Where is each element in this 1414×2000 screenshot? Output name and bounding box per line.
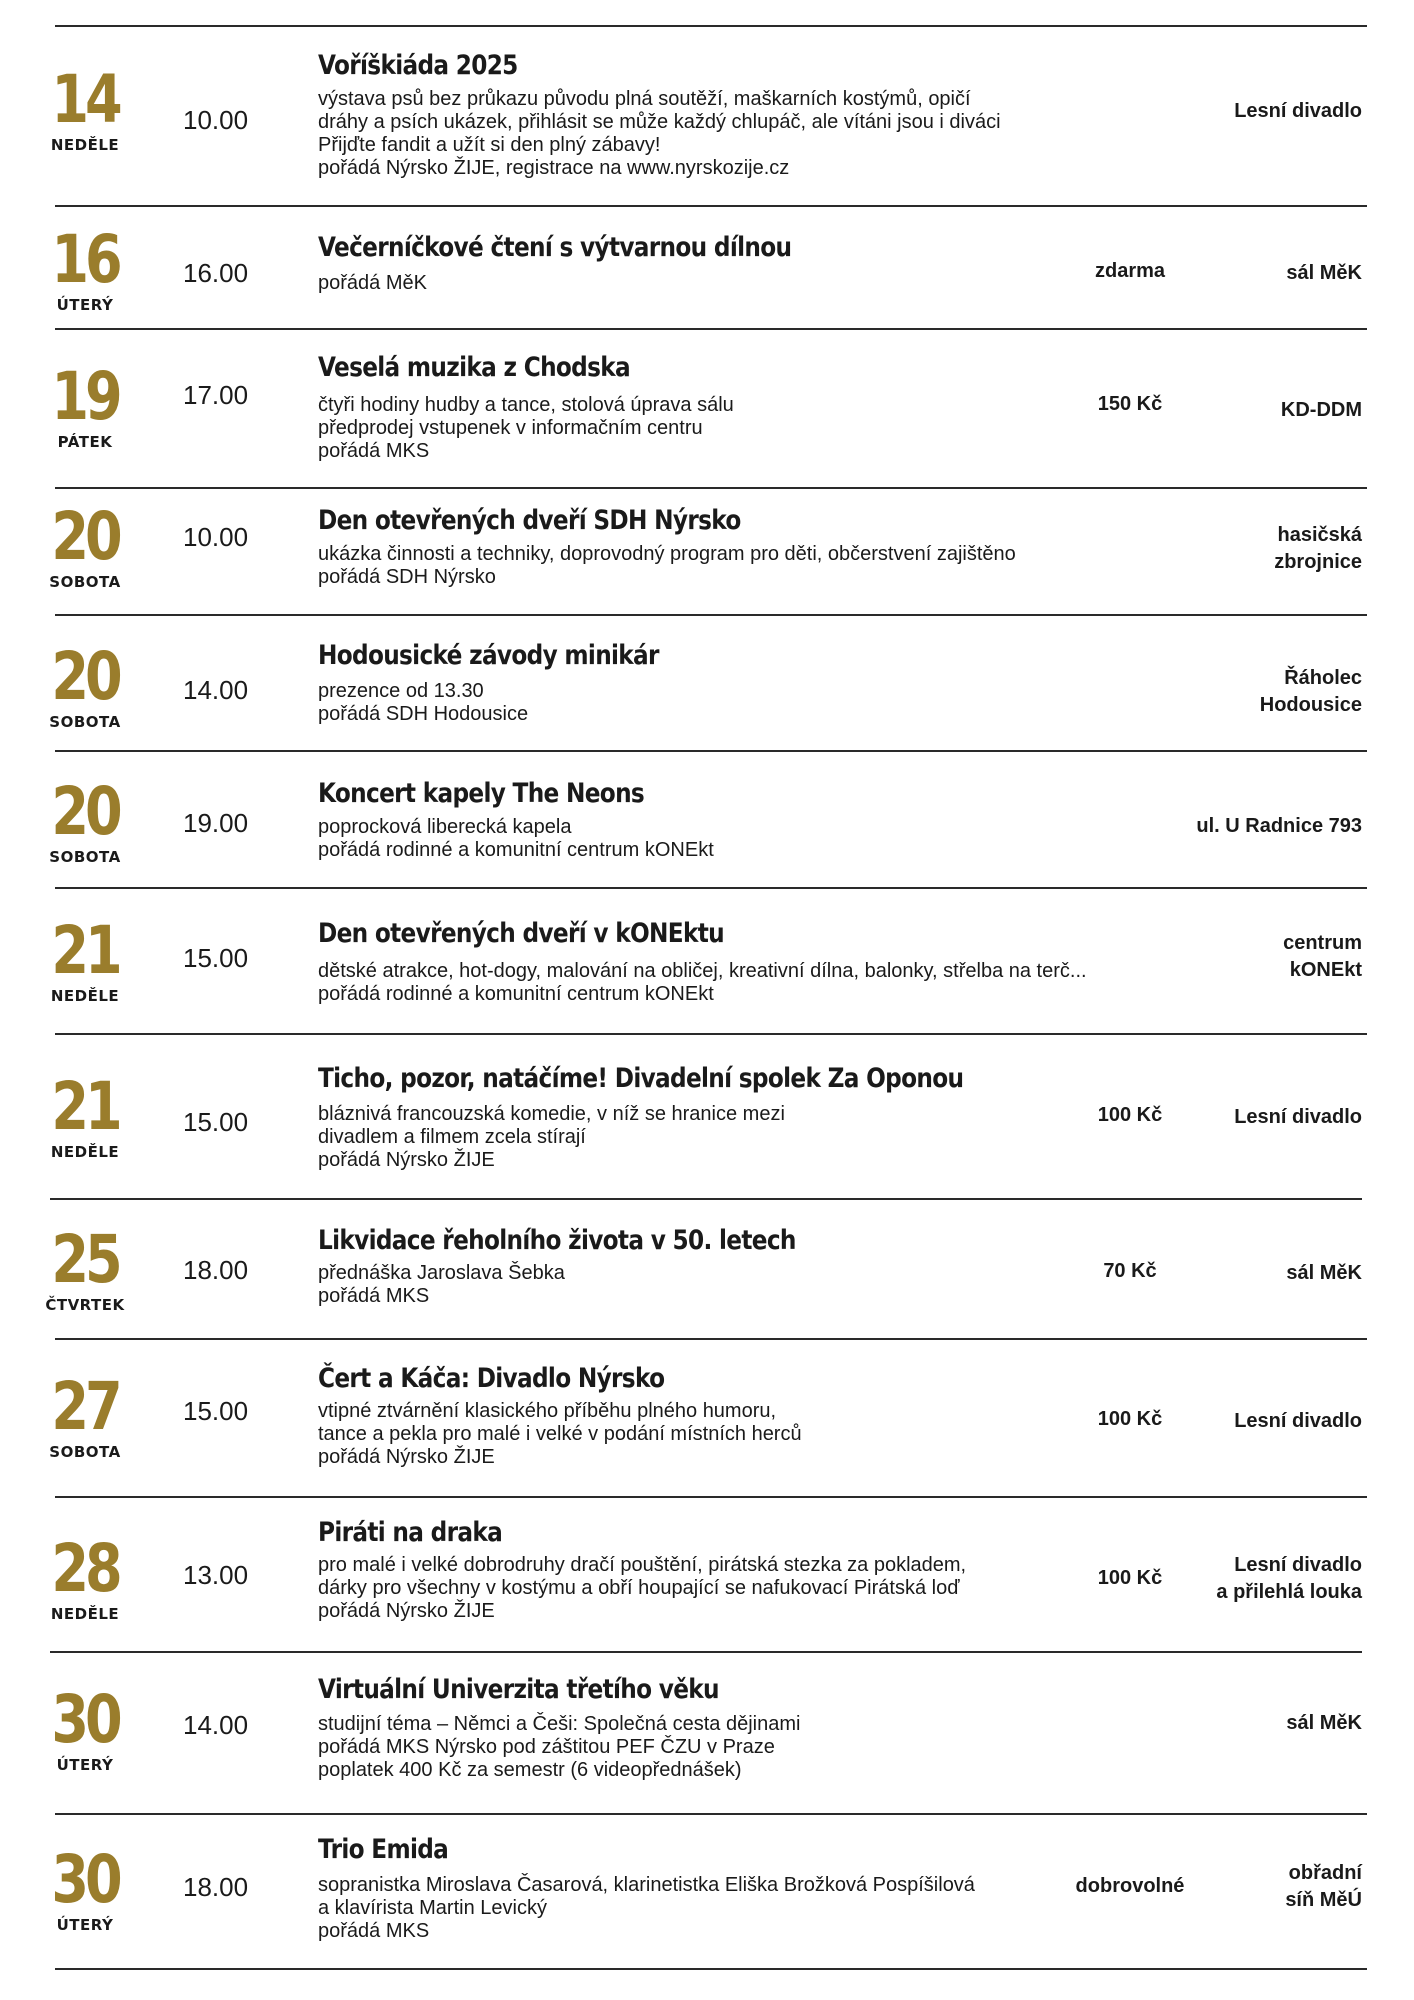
event-title: Ticho, pozor, natáčíme! Divadelní spolek Za Oponou bbox=[318, 1063, 964, 1094]
event-day: 30 bbox=[51, 1841, 119, 1918]
event-weekday: SOBOTA bbox=[49, 1443, 121, 1461]
event-venue-line: hasičská bbox=[1277, 524, 1362, 546]
event-weekday: PÁTEK bbox=[57, 433, 113, 451]
event-description-line: výstava psů bez průkazu původu plná soutěží, maškarních kostýmů, opičí bbox=[318, 88, 971, 110]
event-description-line: prezence od 13.30 bbox=[318, 680, 484, 702]
row-divider bbox=[55, 1968, 1367, 1970]
event-venue bbox=[1286, 1710, 1362, 1737]
event-venue bbox=[1234, 1104, 1362, 1131]
event-time: 15.00 bbox=[183, 1107, 249, 1137]
event-description-line: pořádá MKS bbox=[318, 1285, 430, 1307]
event-day: 14 bbox=[51, 61, 119, 138]
event-description-line: studijní téma – Němci a Češi: Společná cesta dějinami bbox=[318, 1713, 801, 1735]
event-venue-line: sál MěK bbox=[1286, 1262, 1362, 1284]
event-date bbox=[25, 773, 145, 866]
event-weekday: ÚTERÝ bbox=[56, 296, 114, 314]
event-description bbox=[318, 1713, 800, 1782]
event-weekday: SOBOTA bbox=[49, 713, 121, 731]
event-title: Voříškiáda 2025 bbox=[318, 50, 518, 81]
row-divider bbox=[55, 887, 1367, 889]
event-venue bbox=[1196, 813, 1362, 840]
event-time: 14.00 bbox=[183, 675, 249, 705]
event-description bbox=[318, 394, 734, 463]
event-title: Hodousické závody minikár bbox=[318, 640, 659, 671]
event-weekday: NEDĚLE bbox=[50, 136, 120, 154]
event-description-line: pořádá rodinné a komunitní centrum kONEkt bbox=[318, 839, 714, 861]
event-venue-line: centrum bbox=[1283, 932, 1362, 954]
event-title: Koncert kapely The Neons bbox=[318, 778, 645, 809]
event-day: 19 bbox=[51, 358, 119, 435]
event-time: 15.00 bbox=[183, 1396, 249, 1426]
event-description-line: předprodej vstupenek v informačním centru bbox=[318, 417, 703, 439]
event-price: 100 Kč bbox=[1097, 1408, 1163, 1430]
event-title: Den otevřených dveří SDH Nýrsko bbox=[318, 505, 741, 536]
event-venue-line: síň MěÚ bbox=[1285, 1889, 1362, 1911]
event-time: 18.00 bbox=[183, 1255, 249, 1285]
event-venue bbox=[1286, 260, 1362, 287]
event-day: 20 bbox=[51, 773, 119, 850]
event-title: Veselá muzika z Chodska bbox=[318, 352, 630, 383]
event-day: 21 bbox=[51, 1068, 119, 1145]
event-date bbox=[25, 638, 145, 731]
event-description-line: čtyři hodiny hudby a tance, stolová úprava sálu bbox=[318, 394, 734, 416]
event-date bbox=[25, 1681, 145, 1774]
event-time: 10.00 bbox=[183, 522, 249, 552]
event-description-line: tance a pekla pro malé i velké v podání místních herců bbox=[318, 1423, 802, 1445]
event-weekday: NEDĚLE bbox=[50, 987, 120, 1005]
event-venue bbox=[1283, 930, 1362, 984]
event-date bbox=[25, 1068, 145, 1161]
event-description-line: pro malé i velké dobrodruhy dračí pouštění, pirátská stezka za pokladem, bbox=[318, 1554, 967, 1576]
event-date bbox=[25, 61, 145, 154]
row-divider bbox=[55, 1813, 1367, 1815]
event-description-line: pořádá Nýrsko ŽIJE bbox=[318, 1446, 495, 1468]
event-weekday: SOBOTA bbox=[49, 848, 121, 866]
row-divider bbox=[55, 750, 1367, 752]
event-description-line: pořádá SDH Nýrsko bbox=[318, 566, 496, 588]
event-day: 27 bbox=[51, 1368, 119, 1445]
event-time: 19.00 bbox=[183, 808, 249, 838]
event-date bbox=[25, 912, 145, 1005]
event-description bbox=[318, 680, 528, 726]
row-divider bbox=[55, 328, 1367, 330]
event-venue-line: Lesní divadlo bbox=[1234, 1410, 1362, 1432]
event-description bbox=[318, 960, 1087, 1006]
row-divider bbox=[55, 487, 1367, 489]
event-venue bbox=[1281, 397, 1362, 424]
event-description-line: dárky pro všechny v kostýmu a obří houpající se nafukovací Pirátská loď bbox=[318, 1577, 960, 1599]
event-venue-line: Lesní divadlo bbox=[1234, 1554, 1362, 1576]
event-time: 17.00 bbox=[183, 380, 249, 410]
event-description-line: vtipné ztvárnění klasického příběhu plného humoru, bbox=[318, 1400, 777, 1422]
event-venue bbox=[1216, 1552, 1362, 1606]
event-description-line: dráhy a psích ukázek, přihlásit se může každý chlupáč, ale vítáni jsou i diváci bbox=[318, 111, 1001, 133]
event-description-line: sopranistka Miroslava Časarová, klarinetistka Eliška Brožková Pospíšilová bbox=[318, 1874, 975, 1896]
event-description bbox=[318, 1262, 565, 1308]
row-divider bbox=[50, 1651, 1362, 1653]
row-divider bbox=[55, 614, 1367, 616]
event-venue-line: Hodousice bbox=[1259, 694, 1362, 716]
row-divider bbox=[55, 25, 1367, 27]
event-price: 150 Kč bbox=[1097, 393, 1163, 415]
event-date bbox=[25, 1221, 145, 1314]
event-date bbox=[25, 1530, 145, 1623]
event-description-line: ukázka činnosti a techniky, doprovodný program pro děti, občerstvení zajištěno bbox=[318, 543, 1016, 565]
event-day: 25 bbox=[51, 1221, 119, 1298]
event-venue-line: sál MěK bbox=[1286, 1712, 1362, 1734]
event-description-line: pořádá MKS bbox=[318, 440, 430, 462]
event-description-line: přednáška Jaroslava Šebka bbox=[318, 1262, 565, 1284]
event-description-line: dětské atrakce, hot-dogy, malování na obličej, kreativní dílna, balonky, střelba na terč... bbox=[318, 960, 1087, 982]
event-venue-line: Řáholec bbox=[1284, 667, 1362, 689]
event-title: Trio Emida bbox=[318, 1834, 449, 1865]
event-description-line: poprocková liberecká kapela bbox=[318, 816, 572, 838]
event-description bbox=[318, 816, 714, 862]
event-weekday: SOBOTA bbox=[49, 573, 121, 591]
event-description-line: pořádá MěK bbox=[318, 272, 427, 294]
event-venue-line: KD-DDM bbox=[1280, 399, 1362, 421]
event-venue-line: sál MěK bbox=[1286, 262, 1362, 284]
event-title: Čert a Káča: Divadlo Nýrsko bbox=[318, 1363, 665, 1394]
event-time: 14.00 bbox=[183, 1710, 249, 1740]
event-weekday: ČTVRTEK bbox=[45, 1296, 125, 1314]
event-time: 15.00 bbox=[183, 943, 249, 973]
event-venue-line: kONEkt bbox=[1289, 959, 1362, 981]
event-time: 18.00 bbox=[183, 1872, 249, 1902]
event-description-line: poplatek 400 Kč za semestr (6 videopřednášek) bbox=[318, 1759, 742, 1781]
event-title: Večerníčkové čtení s výtvarnou dílnou bbox=[318, 232, 792, 263]
event-venue-line: zbrojnice bbox=[1274, 551, 1362, 573]
event-weekday: ÚTERÝ bbox=[56, 1916, 114, 1934]
row-divider bbox=[55, 1496, 1367, 1498]
event-price: zdarma bbox=[1094, 260, 1166, 282]
event-date bbox=[25, 358, 145, 451]
event-time: 10.00 bbox=[183, 105, 249, 135]
event-venue-line: Lesní divadlo bbox=[1234, 100, 1362, 122]
event-venue-line: ul. U Radnice 793 bbox=[1196, 815, 1362, 837]
event-title: Piráti na draka bbox=[318, 1517, 503, 1548]
event-title: Den otevřených dveří v kONEktu bbox=[318, 918, 724, 949]
event-weekday: NEDĚLE bbox=[50, 1143, 120, 1161]
event-venue bbox=[1260, 665, 1362, 719]
event-title: Virtuální Univerzita třetího věku bbox=[318, 1674, 719, 1705]
event-venue bbox=[1234, 1408, 1362, 1435]
event-venue bbox=[1285, 1860, 1362, 1914]
event-day: 20 bbox=[51, 498, 119, 575]
event-price: 100 Kč bbox=[1097, 1567, 1163, 1589]
event-description bbox=[318, 1103, 785, 1172]
event-venue-line: a přilehlá louka bbox=[1216, 1581, 1362, 1603]
event-description-line: pořádá Nýrsko ŽIJE, registrace na www.nyrskozije.cz bbox=[318, 157, 790, 179]
event-description bbox=[318, 1400, 802, 1469]
row-divider bbox=[55, 1033, 1367, 1035]
event-description bbox=[318, 1554, 966, 1623]
event-description-line: bláznivá francouzská komedie, v níž se hranice mezi bbox=[318, 1103, 785, 1125]
event-description bbox=[318, 272, 427, 295]
event-time: 13.00 bbox=[183, 1560, 249, 1590]
event-description-line: pořádá rodinné a komunitní centrum kONEkt bbox=[318, 983, 714, 1005]
event-day: 16 bbox=[51, 221, 119, 298]
event-date bbox=[25, 221, 145, 314]
row-divider bbox=[50, 1198, 1362, 1200]
event-venue-line: obřadní bbox=[1288, 1862, 1362, 1884]
event-description-line: Přijďte fandit a užít si den plný zábavy! bbox=[318, 134, 661, 156]
event-venue bbox=[1274, 522, 1362, 576]
event-price: dobrovolné bbox=[1075, 1875, 1185, 1897]
event-description bbox=[318, 1874, 975, 1943]
row-divider bbox=[55, 1338, 1367, 1340]
event-venue bbox=[1286, 1260, 1362, 1287]
event-day: 30 bbox=[51, 1681, 119, 1758]
event-description-line: pořádá MKS bbox=[318, 1920, 430, 1942]
event-price: 70 Kč bbox=[1103, 1260, 1157, 1282]
event-day: 20 bbox=[51, 638, 119, 715]
event-weekday: NEDĚLE bbox=[50, 1605, 120, 1623]
event-description-line: pořádá Nýrsko ŽIJE bbox=[318, 1149, 495, 1171]
event-venue-line: Lesní divadlo bbox=[1234, 1106, 1362, 1128]
event-description bbox=[318, 543, 1016, 589]
event-day: 28 bbox=[51, 1530, 119, 1607]
event-date bbox=[25, 1368, 145, 1461]
event-description-line: pořádá MKS Nýrsko pod záštitou PEF ČZU v Praze bbox=[318, 1736, 775, 1758]
event-time: 16.00 bbox=[183, 258, 249, 288]
event-description-line: pořádá SDH Hodousice bbox=[318, 703, 529, 725]
event-date bbox=[25, 498, 145, 591]
event-description-line: a klavírista Martin Levický bbox=[318, 1897, 547, 1919]
row-divider bbox=[55, 205, 1367, 207]
event-price: 100 Kč bbox=[1097, 1104, 1163, 1126]
event-description bbox=[318, 88, 1001, 180]
event-description-line: divadlem a filmem zcela stírají bbox=[318, 1126, 586, 1148]
event-description-line: pořádá Nýrsko ŽIJE bbox=[318, 1600, 495, 1622]
event-weekday: ÚTERÝ bbox=[56, 1756, 114, 1774]
event-venue bbox=[1234, 98, 1362, 125]
event-title: Likvidace řeholního života v 50. letech bbox=[318, 1225, 796, 1256]
event-day: 21 bbox=[51, 912, 119, 989]
event-date bbox=[25, 1841, 145, 1934]
